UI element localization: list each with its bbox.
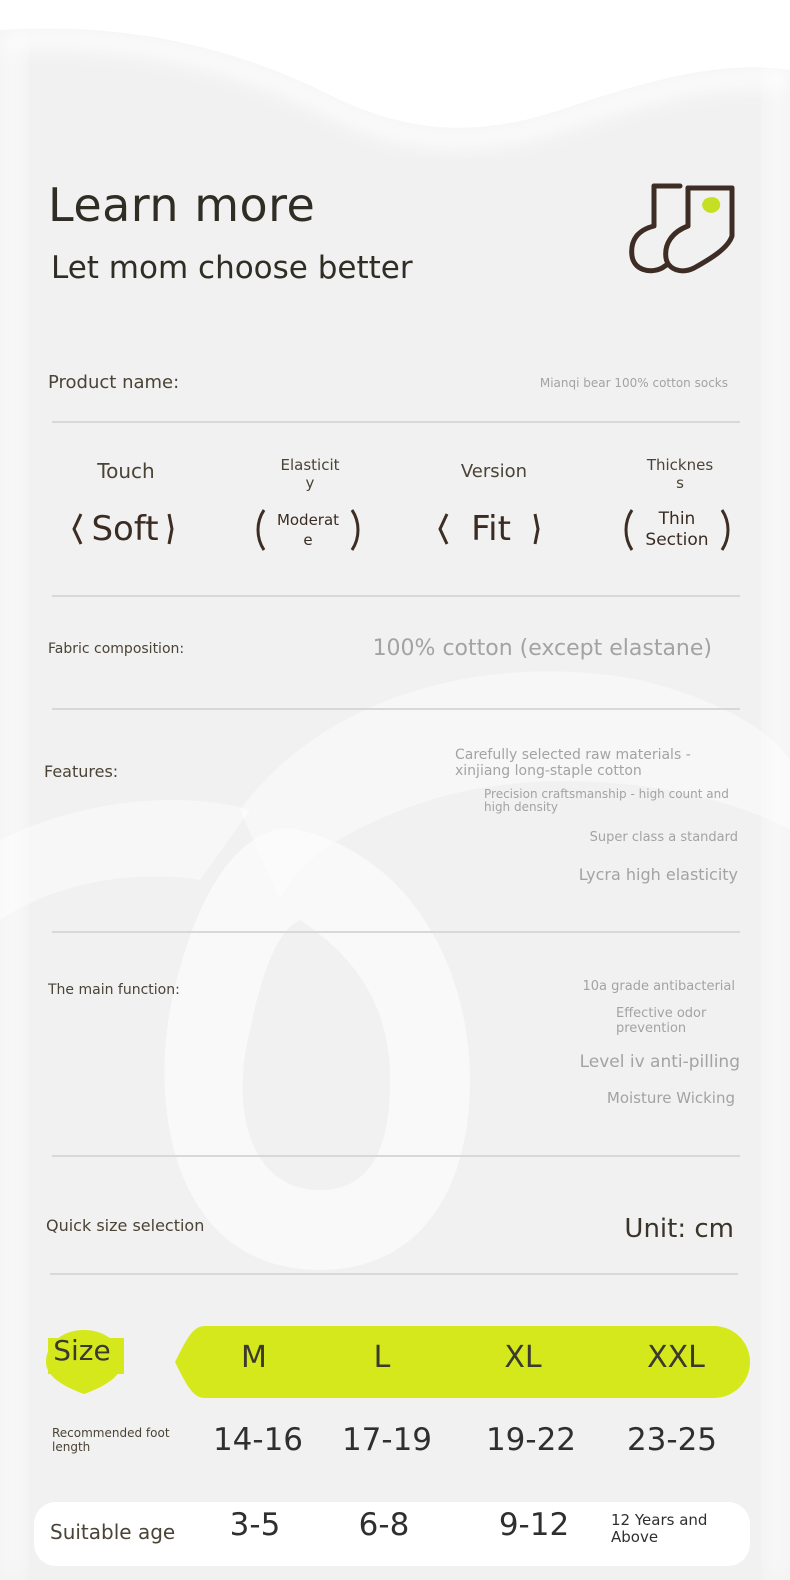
attr-thickness-label-wrap [620,456,740,492]
page-subtitle: Let mom choose better [51,250,413,286]
attr-thickness-label: Thicknes s [646,456,714,492]
attr-elasticity-label: Elasticit y [280,456,340,492]
left-bracket-icon [70,502,84,556]
attr-elasticity-value: Moderat e [252,502,364,558]
size-option[interactable]: M [241,1340,267,1375]
divider [52,595,740,597]
divider [52,708,740,710]
function-item: Moisture Wicking [606,1089,735,1107]
age-label: Suitable age [50,1520,176,1544]
attr-touch-value: Soft [70,502,180,556]
age-value: 3-5 [229,1507,281,1543]
attr-touch-label-wrap [66,460,186,482]
right-bracket-icon [532,502,546,556]
divider [52,421,740,423]
foot-length-value: 14-16 [212,1422,304,1458]
function-label: The main function: [48,982,180,998]
product-name-value: Mianqi bear 100% cotton socks [539,376,728,390]
attr-version-label: Version [460,461,528,482]
attr-touch-label: Touch [97,459,155,483]
function-item: Level iv anti-pilling [579,1052,740,1072]
size-selection-label: Quick size selection [46,1216,205,1235]
page-title: Learn more [48,178,316,232]
feature-item: Super class a standard [589,830,738,845]
age-value: 12 Years and Above [611,1511,708,1546]
unit-label: Unit: cm [624,1214,734,1244]
size-option[interactable]: XXL [647,1340,705,1375]
left-bracket-icon [620,502,634,558]
divider [50,1273,738,1275]
foot-length-value: 19-22 [485,1422,577,1458]
size-option[interactable]: L [373,1340,391,1375]
right-bracket-icon [350,502,364,558]
left-bracket-icon [252,502,266,558]
feature-item: Carefully selected raw materials - xinjiang long-staple cotton [455,747,691,779]
function-item: Effective odor prevention [616,1006,707,1036]
features-label: Features: [44,762,119,781]
size-header-label: Size [53,1334,111,1367]
feature-item: Lycra high elasticity [578,865,738,884]
divider [52,931,740,933]
foot-length-value: 23-25 [626,1422,718,1458]
attr-thickness-value: Thin Section [620,502,734,558]
foot-length-value: 17-19 [341,1422,433,1458]
attr-version-value: Fit [436,502,546,556]
fabric-label: Fabric composition: [48,641,185,657]
right-bracket-icon [166,502,180,556]
fabric-value: 100% cotton (except elastane) [372,636,712,661]
age-value: 9-12 [498,1507,570,1543]
size-option[interactable]: XL [504,1340,542,1375]
divider [52,1155,740,1157]
function-item: 10a grade antibacterial [582,979,735,994]
socks-icon [628,182,740,278]
foot-length-label: Recommended foot length [52,1426,170,1454]
attr-elasticity-label-wrap [250,456,370,492]
right-bracket-icon [720,502,734,558]
feature-item: Precision craftsmanship - high count and high density [484,787,729,814]
attr-version-label-wrap [434,463,554,481]
age-value: 6-8 [358,1507,410,1543]
left-bracket-icon [436,502,450,556]
product-name-label: Product name: [48,372,180,393]
